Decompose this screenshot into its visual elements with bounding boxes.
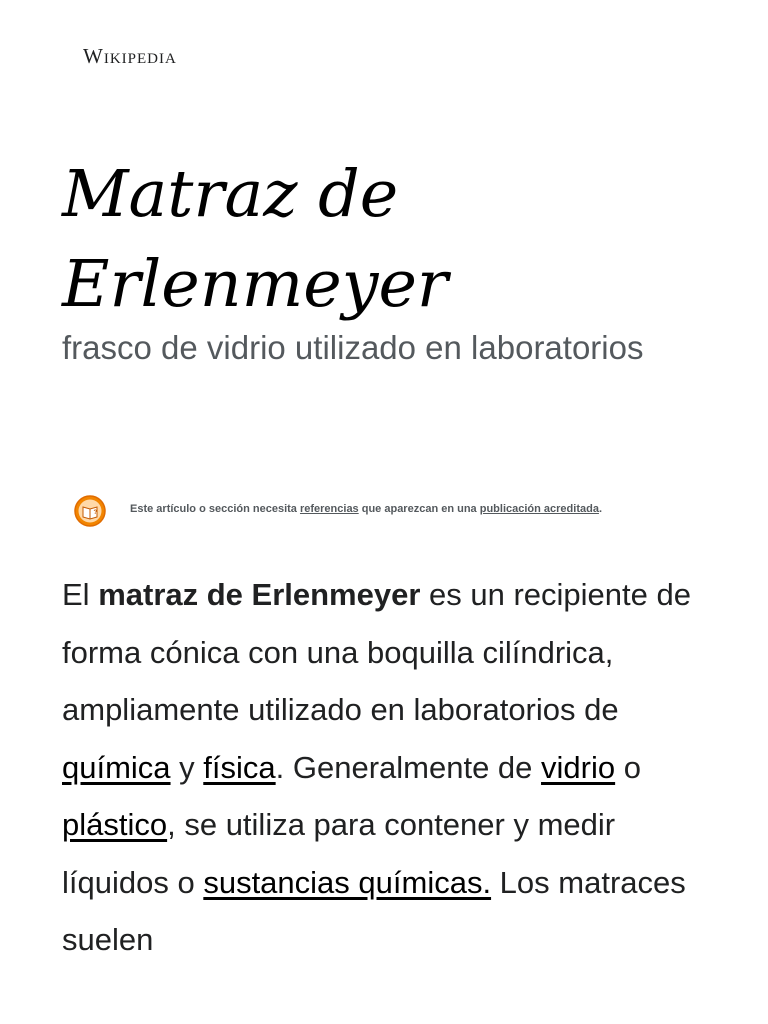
wikipedia-wordmark[interactable]: Wikipedia [83, 44, 177, 68]
paragraph-text: es un recipiente de forma cónica con una boquilla cilíndrica, ampliamente utilizado en laboratorios de [62, 577, 691, 727]
sustancias-quimicas-link[interactable]: sustancias químicas. [203, 864, 492, 900]
notice-text-1: Este artículo o sección necesita [130, 503, 300, 515]
svg-text:?: ? [93, 510, 98, 516]
vidrio-link[interactable]: vidrio [541, 749, 616, 785]
referencias-link[interactable]: referencias [299, 503, 359, 515]
page-description: frasco de vidrio utilizado en laboratorios [62, 329, 644, 366]
quimica-link[interactable]: química [62, 749, 171, 785]
paragraph-text: y [170, 749, 204, 785]
paragraph-text: Los matraces suelen [62, 864, 686, 957]
plastico-link[interactable]: plástico [62, 807, 168, 842]
paragraph-text: . Generalmente de [275, 749, 542, 785]
title-line-2: Erlenmeyer [62, 247, 449, 322]
references-notice [74, 493, 724, 529]
paragraph-text: , se utiliza para contener y medir líquidos o [62, 807, 616, 900]
notice-text-2: que aparezcan en una [358, 503, 480, 515]
fisica-link[interactable]: física [203, 749, 276, 785]
title-line-1: Matraz de [62, 157, 399, 232]
paragraph-text: o [615, 749, 641, 785]
notice-text-3: . [598, 503, 602, 515]
article-subject-bold: matraz de Erlenmeyer [98, 577, 421, 612]
publicacion-acreditada-link[interactable]: publicación acreditada [479, 503, 599, 515]
lead-paragraph [62, 566, 722, 969]
notice-text [130, 503, 602, 515]
book-question-icon [74, 495, 106, 527]
page-title [62, 150, 722, 330]
paragraph-text: El [62, 577, 99, 612]
